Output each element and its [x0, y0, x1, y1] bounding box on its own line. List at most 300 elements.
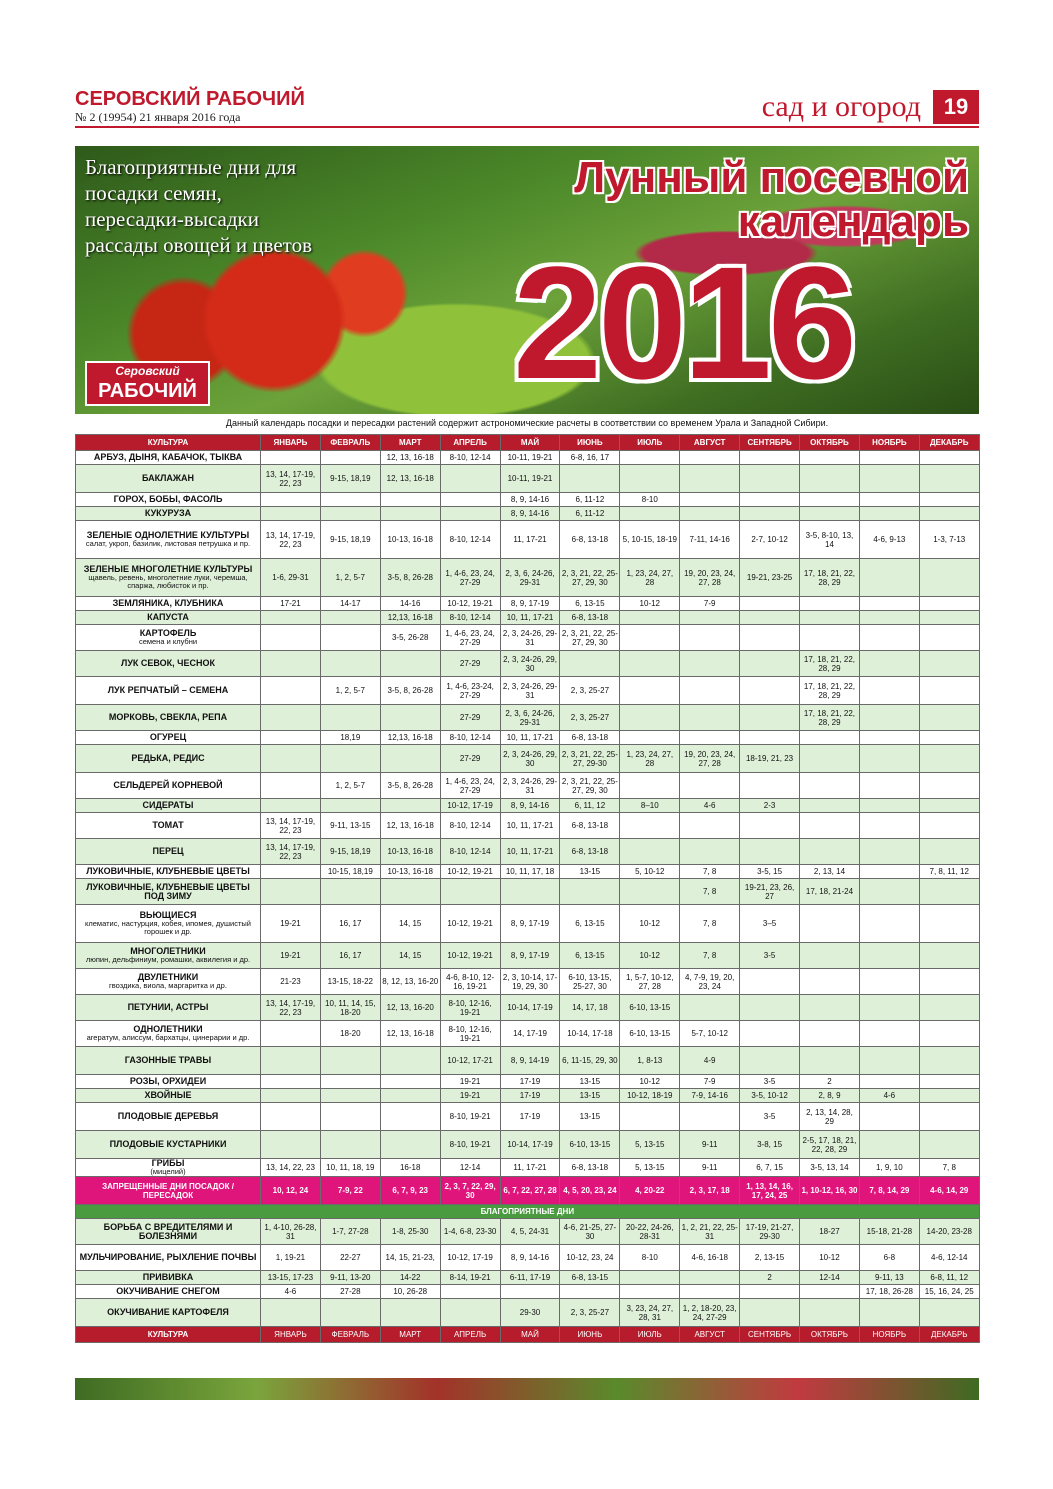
crop-name [76, 879, 261, 905]
month-cell [919, 943, 979, 969]
column-header-month: АВГУСТ [680, 435, 740, 451]
forbidden-cell: 7, 8, 14, 29 [859, 1177, 919, 1205]
month-cell [740, 1047, 800, 1075]
month-cell: 1, 4-6, 23, 24, 27-29 [440, 773, 500, 799]
crop-label: ТОМАТ [152, 820, 184, 830]
month-cell [620, 451, 680, 465]
month-cell [859, 451, 919, 465]
month-cell [320, 451, 380, 465]
forbidden-cell: 4-6, 14, 29 [919, 1177, 979, 1205]
month-cell: 5, 10-12 [620, 865, 680, 879]
month-cell [440, 1299, 500, 1327]
month-cell [380, 1047, 440, 1075]
month-cell: 19-21, 23, 26, 27 [740, 879, 800, 905]
month-cell [859, 1103, 919, 1131]
month-cell [680, 731, 740, 745]
month-cell [261, 451, 321, 465]
banner-year: 2016 [513, 233, 853, 412]
column-header-month: ИЮНЬ [560, 1327, 620, 1343]
month-cell [680, 1271, 740, 1285]
section-header-row [76, 1205, 980, 1219]
month-cell: 12, 13, 16-20 [380, 995, 440, 1021]
table-row [76, 745, 980, 773]
month-cell: 14, 17, 18 [560, 995, 620, 1021]
month-cell: 2, 3, 10-14, 17-19, 29, 30 [500, 969, 560, 995]
table-body-planting [76, 451, 980, 1205]
month-cell [620, 507, 680, 521]
month-cell [680, 611, 740, 625]
crop-name [76, 1047, 261, 1075]
month-cell: 8-10, 12-14 [440, 451, 500, 465]
month-cell [919, 879, 979, 905]
banner-image [75, 146, 979, 414]
table-header-row [76, 435, 980, 451]
month-cell [261, 677, 321, 705]
month-cell: 10-12, 19-21 [440, 865, 500, 879]
month-cell: 12, 13, 16-18 [380, 1021, 440, 1047]
crop-name [76, 611, 261, 625]
month-cell: 13-15 [560, 1103, 620, 1131]
month-cell: 12, 13, 16-18 [380, 451, 440, 465]
column-header-month: ОКТЯБРЬ [800, 1327, 860, 1343]
month-cell: 7, 8 [919, 1159, 979, 1177]
month-cell: 6, 7, 15 [740, 1159, 800, 1177]
table-row [76, 865, 980, 879]
table-row [76, 1159, 980, 1177]
banner-title [574, 153, 969, 246]
month-cell: 8-10, 12-14 [440, 813, 500, 839]
table-row [76, 1021, 980, 1047]
table-row [76, 493, 980, 507]
month-cell: 1, 4-6, 23, 24, 27-29 [440, 559, 500, 597]
month-cell [919, 1047, 979, 1075]
month-cell: 1, 9, 10 [859, 1159, 919, 1177]
table-row [76, 1285, 980, 1299]
month-cell [740, 773, 800, 799]
month-cell: 6, 13-15 [560, 905, 620, 943]
crop-label: ЛУК РЕПЧАТЫЙ – СЕМЕНА [107, 685, 229, 695]
month-cell: 3-5, 13, 14 [800, 1159, 860, 1177]
month-cell [800, 507, 860, 521]
month-cell [560, 465, 620, 493]
month-cell: 8-10, 19-21 [440, 1103, 500, 1131]
month-cell: 2, 3, 21, 22, 25-27, 29-30 [560, 745, 620, 773]
month-cell: 14-22 [380, 1271, 440, 1285]
crop-details: семена и клубни [138, 637, 198, 646]
month-cell: 9-11, 13-20 [320, 1271, 380, 1285]
table-row [76, 1299, 980, 1327]
month-cell [320, 799, 380, 813]
month-cell: 17-19 [500, 1103, 560, 1131]
month-cell [859, 1021, 919, 1047]
month-cell: 1, 23, 24, 27, 28 [620, 745, 680, 773]
crop-label: МУЛЬЧИРОВАНИЕ, РЫХЛЕНИЕ ПОЧВЫ [79, 1252, 257, 1262]
month-cell: 16-18 [380, 1159, 440, 1177]
month-cell: 1-7, 27-28 [320, 1219, 380, 1245]
crop-name [76, 507, 261, 521]
crop-name [76, 813, 261, 839]
crop-label: СИДЕРАТЫ [142, 800, 194, 810]
month-cell: 19, 20, 23, 24, 27, 28 [680, 559, 740, 597]
month-cell: 4-6 [261, 1285, 321, 1299]
table-row [76, 1245, 980, 1271]
month-cell [380, 493, 440, 507]
crop-name [76, 745, 261, 773]
month-cell: 2, 3, 24-26, 29-31 [500, 773, 560, 799]
month-cell: 6-8, 13-18 [560, 611, 620, 625]
month-cell: 17, 18, 21-24 [800, 879, 860, 905]
month-cell [740, 969, 800, 995]
month-cell: 2 [800, 1075, 860, 1089]
month-cell [680, 813, 740, 839]
month-cell: 6, 11, 12 [560, 799, 620, 813]
month-cell [620, 879, 680, 905]
month-cell: 6-8, 13-18 [560, 521, 620, 559]
month-cell: 14-17 [320, 597, 380, 611]
month-cell: 3-5 [740, 1075, 800, 1089]
month-cell: 2-5, 17, 18, 21, 22, 28, 29 [800, 1131, 860, 1159]
column-header-month: СЕНТЯБРЬ [740, 1327, 800, 1343]
month-cell: 10-12, 17-19 [440, 1245, 500, 1271]
month-cell [859, 799, 919, 813]
month-cell [919, 1299, 979, 1327]
month-cell: 27-29 [440, 705, 500, 731]
month-cell: 7, 8 [680, 943, 740, 969]
month-cell [919, 705, 979, 731]
month-cell: 7, 8 [680, 865, 740, 879]
table-row [76, 465, 980, 493]
month-cell: 7, 8 [680, 905, 740, 943]
month-cell: 17, 18, 21, 22, 28, 29 [800, 705, 860, 731]
month-cell: 6, 11-12 [560, 507, 620, 521]
month-cell [740, 995, 800, 1021]
month-cell: 10-13, 16-18 [380, 839, 440, 865]
month-cell [680, 1103, 740, 1131]
footer-vegetable-strip [75, 1378, 979, 1400]
month-cell: 10-12, 19-21 [440, 597, 500, 611]
month-cell [440, 879, 500, 905]
month-cell: 13, 14, 17-19, 22, 23 [261, 995, 321, 1021]
column-header-month: АПРЕЛЬ [440, 435, 500, 451]
table-body-care [76, 1205, 980, 1327]
month-cell [261, 1075, 321, 1089]
month-cell [261, 651, 321, 677]
month-cell: 10, 11, 18, 19 [320, 1159, 380, 1177]
month-cell [800, 1021, 860, 1047]
month-cell [859, 839, 919, 865]
month-cell: 14-20, 23-28 [919, 1219, 979, 1245]
month-cell: 14, 15, 21-23, [380, 1245, 440, 1271]
crop-name [76, 943, 261, 969]
month-cell: 6-10, 13-15 [620, 1021, 680, 1047]
crop-details: салат, укроп, базилик, листовая петрушка и пр. [85, 539, 251, 548]
column-header-month: МАРТ [380, 1327, 440, 1343]
month-cell: 5-7, 10-12 [680, 1021, 740, 1047]
month-cell [800, 839, 860, 865]
month-cell: 8-10, 12-16, 19-21 [440, 995, 500, 1021]
crop-name [76, 773, 261, 799]
month-cell: 10-12, 17-19 [440, 799, 500, 813]
month-cell [800, 943, 860, 969]
month-cell [800, 731, 860, 745]
month-cell [620, 731, 680, 745]
month-cell [740, 465, 800, 493]
month-cell: 19-21, 23-25 [740, 559, 800, 597]
month-cell [620, 651, 680, 677]
month-cell: 13-15 [560, 1075, 620, 1089]
forbidden-label: ЗАПРЕЩЕННЫЕ ДНИ ПОСАДОК / ПЕРЕСАДОК [76, 1177, 261, 1205]
forbidden-cell: 1, 13, 14, 16, 17, 24, 25 [740, 1177, 800, 1205]
month-cell [620, 813, 680, 839]
crop-name [76, 905, 261, 943]
month-cell [680, 493, 740, 507]
month-cell: 17-19 [500, 1075, 560, 1089]
month-cell [560, 879, 620, 905]
month-cell: 10, 11, 14, 15, 18-20 [320, 995, 380, 1021]
table-row [76, 507, 980, 521]
month-cell [380, 1131, 440, 1159]
month-cell [800, 773, 860, 799]
month-cell: 1-4, 6-8, 23-30 [440, 1219, 500, 1245]
month-cell: 13-15 [560, 865, 620, 879]
month-cell: 19-21 [440, 1075, 500, 1089]
month-cell: 2, 3, 24-26, 29-31 [500, 677, 560, 705]
month-cell: 6-8, 11, 12 [919, 1271, 979, 1285]
month-cell [919, 773, 979, 799]
crop-name [76, 1271, 261, 1285]
month-cell: 1, 5-7, 10-12, 27, 28 [620, 969, 680, 995]
month-cell [740, 625, 800, 651]
month-cell: 10, 26-28 [380, 1285, 440, 1299]
month-cell [859, 559, 919, 597]
month-cell [620, 611, 680, 625]
month-cell: 3–5 [740, 905, 800, 943]
month-cell [919, 905, 979, 943]
month-cell [919, 1103, 979, 1131]
month-cell: 15, 16, 24, 25 [919, 1285, 979, 1299]
month-cell [740, 839, 800, 865]
table-row [76, 879, 980, 905]
month-cell: 11, 17-21 [500, 1159, 560, 1177]
month-cell [859, 705, 919, 731]
month-cell [859, 677, 919, 705]
month-cell: 3-5, 8, 26-28 [380, 773, 440, 799]
month-cell [740, 1299, 800, 1327]
month-cell [919, 611, 979, 625]
month-cell: 4-6 [859, 1089, 919, 1103]
month-cell: 10, 11, 17-21 [500, 813, 560, 839]
column-header-month: ИЮЛЬ [620, 435, 680, 451]
month-cell: 10-12 [620, 943, 680, 969]
month-cell: 10-11, 19-21 [500, 465, 560, 493]
month-cell: 7, 8, 11, 12 [919, 865, 979, 879]
forbidden-cell: 6, 7, 22, 27, 28 [500, 1177, 560, 1205]
month-cell [261, 1089, 321, 1103]
month-cell [620, 677, 680, 705]
month-cell [500, 1285, 560, 1299]
crop-name [76, 865, 261, 879]
month-cell [740, 651, 800, 677]
month-cell: 2, 13, 14, 28, 29 [800, 1103, 860, 1131]
month-cell: 13-15, 17-23 [261, 1271, 321, 1285]
crop-name [76, 465, 261, 493]
month-cell [800, 1047, 860, 1075]
table-footer-row [76, 1327, 980, 1343]
month-cell: 6, 11-12 [560, 493, 620, 507]
crop-name [76, 651, 261, 677]
month-cell [740, 611, 800, 625]
month-cell: 6-8, 13-18 [560, 813, 620, 839]
month-cell: 4-6 [680, 799, 740, 813]
month-cell [800, 1285, 860, 1299]
month-cell: 10-11, 19-21 [500, 451, 560, 465]
month-cell [919, 995, 979, 1021]
month-cell: 22-27 [320, 1245, 380, 1271]
crop-label: ПЛОДОВЫЕ ДЕРЕВЬЯ [117, 1111, 219, 1121]
month-cell [320, 1131, 380, 1159]
month-cell: 8, 9, 17-19 [500, 905, 560, 943]
month-cell [320, 651, 380, 677]
month-cell: 29-30 [500, 1299, 560, 1327]
month-cell [919, 731, 979, 745]
month-cell: 8, 9, 14-16 [500, 507, 560, 521]
month-cell [800, 1299, 860, 1327]
month-cell [380, 651, 440, 677]
month-cell [740, 507, 800, 521]
month-cell: 2 [740, 1271, 800, 1285]
month-cell [620, 625, 680, 651]
forbidden-cell: 10, 12, 24 [261, 1177, 321, 1205]
month-cell: 3-5 [740, 943, 800, 969]
month-cell [859, 969, 919, 995]
crop-label: ПЕРЕЦ [152, 846, 184, 856]
month-cell: 17, 18, 21, 22, 28, 29 [800, 651, 860, 677]
month-cell: 6-10, 13-15 [620, 995, 680, 1021]
month-cell: 12-14 [440, 1159, 500, 1177]
month-cell [261, 1131, 321, 1159]
month-cell: 18-27 [800, 1219, 860, 1245]
month-cell [800, 611, 860, 625]
month-cell [859, 879, 919, 905]
month-cell: 11, 17-21 [500, 521, 560, 559]
month-cell [680, 1285, 740, 1299]
month-cell [680, 651, 740, 677]
logo-line1: Серовский [115, 364, 180, 378]
forbidden-cell: 2, 3, 17, 18 [680, 1177, 740, 1205]
crop-name [76, 559, 261, 597]
month-cell [919, 597, 979, 611]
month-cell [560, 651, 620, 677]
table-row [76, 943, 980, 969]
month-cell [500, 879, 560, 905]
month-cell [620, 1103, 680, 1131]
column-header-month: ОКТЯБРЬ [800, 435, 860, 451]
month-cell: 1, 19-21 [261, 1245, 321, 1271]
month-cell: 2-7, 10-12 [740, 521, 800, 559]
section-label: БЛАГОПРИЯТНЫЕ ДНИ [76, 1205, 980, 1219]
month-cell [380, 745, 440, 773]
month-cell [919, 1089, 979, 1103]
table-row [76, 611, 980, 625]
crop-label: ЗЕЛЕНЫЕ МНОГОЛЕТНИЕ КУЛЬТУРЫ [83, 564, 253, 574]
month-cell: 2, 3, 21, 22, 25-27, 29, 30 [560, 773, 620, 799]
table-row [76, 651, 980, 677]
crop-label: ГРИБЫ [151, 1158, 185, 1168]
table-row [76, 1075, 980, 1089]
banner-subtitle: Благоприятные дни для посадки семян, пересадки-высадки рассады овощей и цветов [85, 155, 312, 257]
month-cell: 10-14, 17-19 [500, 995, 560, 1021]
month-cell: 8, 9, 17-19 [500, 943, 560, 969]
month-cell [320, 705, 380, 731]
month-cell [261, 493, 321, 507]
crop-name [76, 1219, 261, 1245]
crop-label: ВЬЮЩИЕСЯ [139, 910, 197, 920]
month-cell [800, 493, 860, 507]
month-cell: 6-10, 13-15, 25-27, 30 [560, 969, 620, 995]
crop-details: щавель, ревень, многолетние луки, черемша, спаржа, любисток и пр. [88, 573, 248, 590]
month-cell [261, 745, 321, 773]
month-cell [800, 745, 860, 773]
month-cell: 9-11, 13-15 [320, 813, 380, 839]
month-cell: 2, 3, 21, 22, 25-27, 29, 30 [560, 559, 620, 597]
banner-title-line1: Лунный посевной [574, 153, 969, 202]
month-cell: 10-12, 23, 24 [560, 1245, 620, 1271]
crop-name [76, 677, 261, 705]
month-cell [680, 839, 740, 865]
month-cell [380, 507, 440, 521]
column-header-month: МАЙ [500, 1327, 560, 1343]
crop-name [76, 1159, 261, 1177]
month-cell [859, 465, 919, 493]
crop-name [76, 799, 261, 813]
forbidden-cell: 4, 5, 20, 23, 24 [560, 1177, 620, 1205]
month-cell [800, 625, 860, 651]
month-cell: 7-11, 14-16 [680, 521, 740, 559]
month-cell: 6, 13-15 [560, 943, 620, 969]
forbidden-cell: 1, 10-12, 16, 30 [800, 1177, 860, 1205]
crop-label: РОЗЫ, ОРХИДЕИ [129, 1076, 207, 1086]
table-row [76, 905, 980, 943]
crop-name [76, 1021, 261, 1047]
month-cell [740, 597, 800, 611]
month-cell [440, 507, 500, 521]
calendar-note: Данный календарь посадки и пересадки растений содержит астрономические расчеты в соответствии со временем Урала и Западной Сибири. [225, 418, 829, 428]
month-cell: 18-20 [320, 1021, 380, 1047]
month-cell: 18-19, 21, 23 [740, 745, 800, 773]
month-cell: 13-15, 18-22 [320, 969, 380, 995]
crop-name [76, 969, 261, 995]
crop-details: люпин, дельфиниум, ромашки, аквилегия и др. [85, 955, 251, 964]
month-cell: 13, 14, 17-19, 22, 23 [261, 521, 321, 559]
crop-name [76, 1075, 261, 1089]
month-cell [919, 493, 979, 507]
crop-label: ОДНОЛЕТНИКИ [133, 1024, 203, 1034]
month-cell: 1-8, 25-30 [380, 1219, 440, 1245]
month-cell: 8, 9, 14-16 [500, 799, 560, 813]
table-row [76, 969, 980, 995]
table-row [76, 677, 980, 705]
crop-name [76, 839, 261, 865]
month-cell [320, 611, 380, 625]
month-cell: 6, 13-15 [560, 597, 620, 611]
table-row [76, 995, 980, 1021]
month-cell [680, 773, 740, 799]
month-cell: 10-14, 17-18 [560, 1021, 620, 1047]
month-cell: 9-15, 18,19 [320, 465, 380, 493]
forbidden-cell: 6, 7, 9, 23 [380, 1177, 440, 1205]
month-cell: 8–10 [620, 799, 680, 813]
table-row [76, 1271, 980, 1285]
